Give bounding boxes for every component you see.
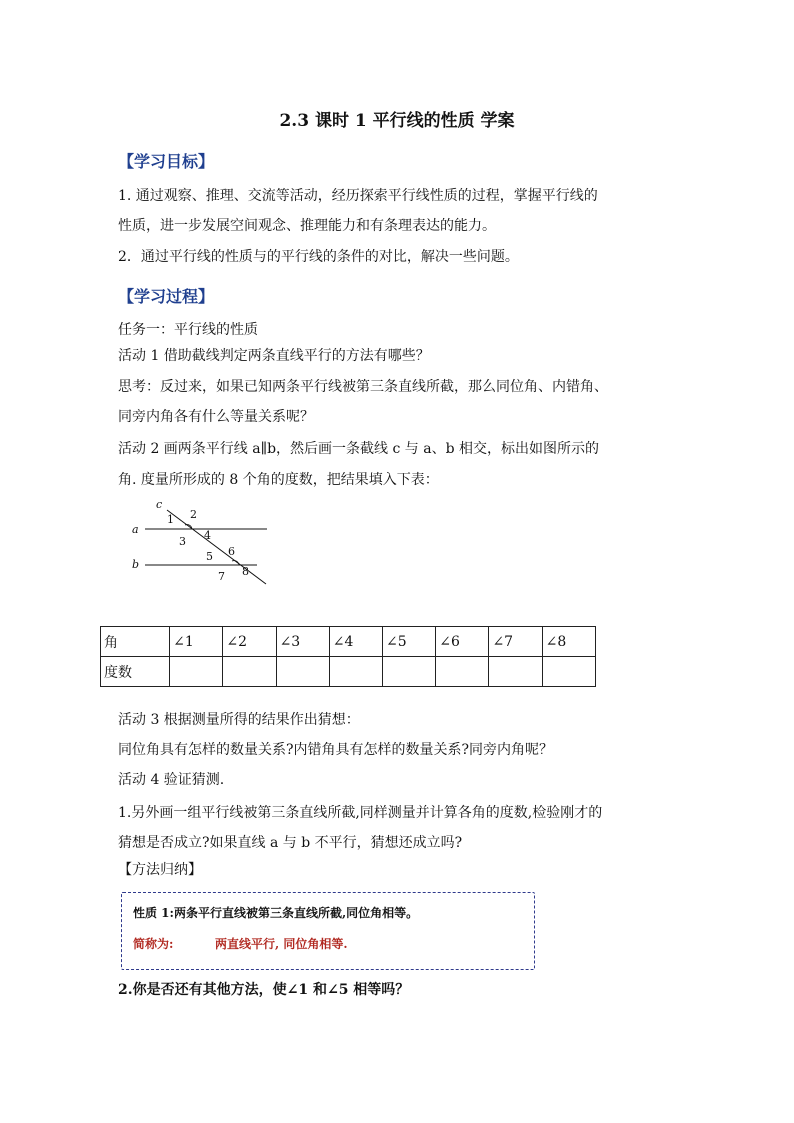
table-row [101,657,596,687]
think-line-1: 思考：反过来，如果已知两条平行线被第三条直线所截，那么同位角、内错角、 [118,379,608,395]
activity-2-line-1: 活动 2 画两条平行线 a∥b，然后画一条截线 c 与 a、b 相交，标出如图所示的 [118,441,599,457]
angle-label-2: 2 [190,508,197,521]
table-cell: ∠7 [489,627,542,657]
verify-line-2: 猜想是否成立?如果直线 a 与 b 不平行，猜想还成立吗? [118,835,463,851]
property-1: 性质 1:两条平行直线被第三条直线所截,同位角相等。 [133,906,419,920]
table-cell [383,657,436,687]
table-cell [436,657,489,687]
table-cell [223,657,276,687]
conjecture-question: 同位角具有怎样的数量关系?内错角具有怎样的数量关系?同旁内角呢？ [118,742,554,758]
process-heading: 【学习过程】 [118,287,215,306]
table-cell [170,657,223,687]
table-row [101,627,596,657]
table-cell: ∠2 [223,627,276,657]
question-2: 2.你是否还有其他方法，使∠1 和∠5 相等吗？ [118,982,410,998]
table-cell [329,657,382,687]
task-1: 任务一：平行线的性质 [118,322,258,338]
page-title: 2.3 课时 1 平行线的性质 学案 [279,111,515,131]
angle-label-4: 4 [204,529,211,542]
table-cell: ∠4 [329,627,382,657]
table-cell: ∠5 [383,627,436,657]
activity-2-line-2: 角. 度量所形成的 8 个角的度数，把结果填入下表： [118,472,439,488]
parallel-lines-figure [125,496,275,591]
think-line-2: 同旁内角各有什么等量关系呢？ [118,409,314,425]
objectives-heading: 【学习目标】 [118,152,215,171]
label-a: a [132,523,139,536]
table-cell [489,657,542,687]
table-cell: 角 [101,627,170,657]
angle-label-7: 7 [218,570,225,583]
label-c: c [156,498,163,511]
table-cell: 度数 [101,657,170,687]
objective-1-line-1: 1. 通过观察、推理、交流等活动，经历探索平行线性质的过程，掌握平行线的 [118,188,598,204]
activity-3: 活动 3 根据测量所得的结果作出猜想： [118,712,360,728]
table-cell [276,657,329,687]
angle-measure-table [100,626,596,687]
table-cell: ∠3 [276,627,329,657]
objective-2: 2．通过平行线的性质与的平行线的条件的对比，解决一些问题。 [118,249,519,265]
method-heading: 【方法归纳】 [118,862,202,878]
table-cell: ∠1 [170,627,223,657]
short-form-label: 简称为: [133,937,174,951]
angle-label-6: 6 [228,545,235,558]
table-cell [542,657,595,687]
short-form-value: 两直线平行, 同位角相等. [215,937,348,951]
angle-label-3: 3 [179,535,186,548]
activity-1: 活动 1 借助截线判定两条直线平行的方法有哪些？ [118,348,430,364]
verify-line-1: 1.另外画一组平行线被第三条直线所截,同样测量并计算各角的度数,检验刚才的 [118,805,603,821]
angle-label-5: 5 [206,550,213,563]
activity-4: 活动 4 验证猜测. [118,772,225,788]
objective-1-line-2: 性质，进一步发展空间观念、推理能力和有条理表达的能力。 [118,218,496,234]
angle-label-1: 1 [167,513,174,526]
angle-label-8: 8 [242,565,249,578]
table-cell: ∠6 [436,627,489,657]
table-cell: ∠8 [542,627,595,657]
label-b: b [132,558,140,571]
